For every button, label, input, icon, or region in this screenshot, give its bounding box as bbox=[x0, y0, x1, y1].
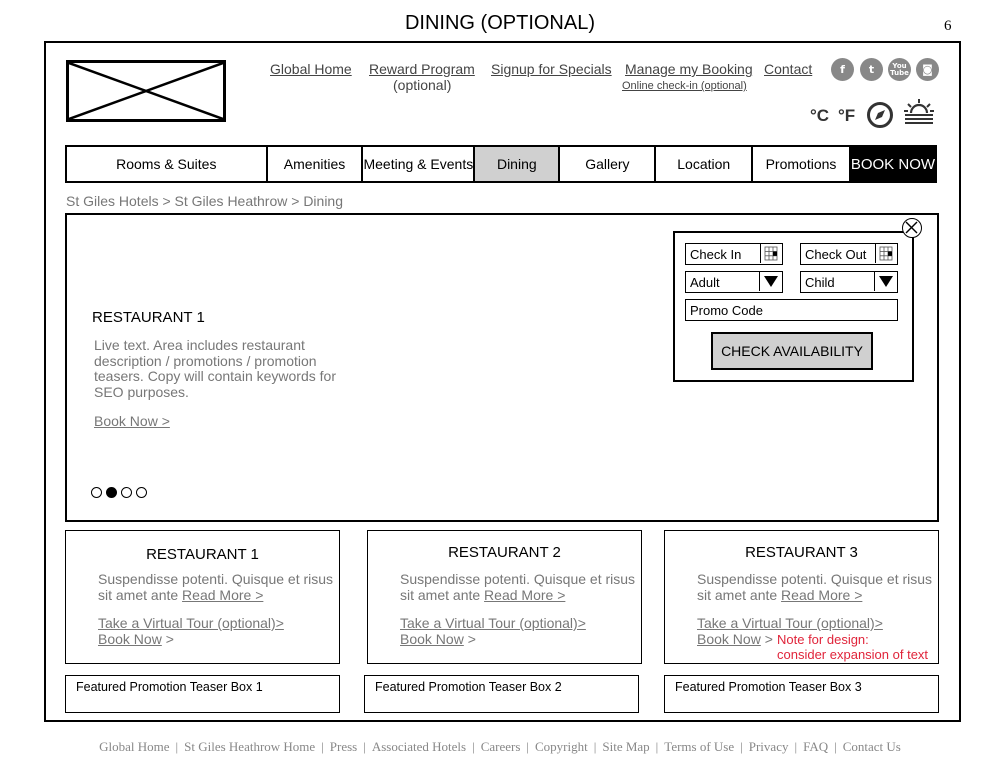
online-checkin-link[interactable]: Online check-in (optional) bbox=[622, 80, 747, 92]
restaurant-body-text: Suspendisse potenti. Quisque et risus sit amet ante bbox=[98, 571, 334, 603]
footer-link[interactable]: Careers bbox=[480, 739, 521, 754]
footer-links: Global Home | St Giles Heathrow Home | Press | Associated Hotels | Careers | Copyright | Site Map | Terms of Use | Privacy | FAQ | Contact Us bbox=[99, 739, 901, 754]
dropdown-arrow-icon[interactable] bbox=[874, 272, 897, 291]
footer-link[interactable]: Terms of Use bbox=[664, 739, 735, 754]
dropdown-arrow-icon[interactable] bbox=[759, 272, 782, 291]
check-in-field[interactable] bbox=[685, 243, 783, 265]
restaurant-links bbox=[400, 616, 586, 647]
check-availability-button[interactable]: CHECK AVAILABILITY bbox=[711, 332, 873, 370]
footer-link[interactable]: Press bbox=[329, 739, 358, 754]
promo-code-input[interactable] bbox=[685, 299, 898, 321]
restaurant-title: RESTAURANT 3 bbox=[745, 544, 858, 561]
nav-dining[interactable]: Dining bbox=[475, 147, 560, 181]
carousel-dot[interactable] bbox=[136, 487, 147, 498]
book-now-arrow: > bbox=[463, 630, 476, 647]
restaurant-body-text: Suspendisse potenti. Quisque et risus sit amet ante bbox=[697, 571, 933, 603]
promo-teaser-box-3[interactable]: Featured Promotion Teaser Box 3 bbox=[664, 675, 939, 713]
nav-rooms-suites[interactable]: Rooms & Suites bbox=[67, 147, 268, 181]
read-more-link[interactable]: Read More > bbox=[182, 586, 264, 603]
restaurant-links bbox=[98, 616, 284, 647]
footer-link[interactable]: Global Home bbox=[99, 739, 170, 754]
contact-link[interactable]: Contact bbox=[764, 61, 813, 77]
main-nav bbox=[65, 145, 937, 183]
adult-label: Adult bbox=[690, 274, 720, 290]
tumblr-icon[interactable]: t bbox=[860, 58, 883, 81]
read-more-link[interactable]: Read More > bbox=[781, 586, 863, 603]
footer-link[interactable]: Privacy bbox=[748, 739, 789, 754]
virtual-tour-link[interactable]: Take a Virtual Tour (optional)> bbox=[400, 615, 586, 631]
read-more-link[interactable]: Read More > bbox=[484, 586, 566, 603]
reward-program-link[interactable]: Reward Program bbox=[369, 61, 475, 77]
child-select[interactable] bbox=[800, 271, 898, 293]
footer-link[interactable]: Contact Us bbox=[842, 739, 901, 754]
book-now-link[interactable]: Book Now bbox=[697, 630, 761, 647]
reward-optional-note: (optional) bbox=[393, 77, 452, 93]
hero-title: RESTAURANT 1 bbox=[92, 309, 205, 326]
nav-promotions[interactable]: Promotions bbox=[753, 147, 851, 181]
restaurant-description bbox=[400, 572, 640, 603]
carousel-dot[interactable] bbox=[121, 487, 132, 498]
design-note-line: Note for design: bbox=[777, 632, 869, 647]
virtual-tour-link[interactable]: Take a Virtual Tour (optional)> bbox=[697, 615, 883, 631]
child-label: Child bbox=[805, 274, 835, 290]
page-title: DINING (OPTIONAL) bbox=[404, 12, 595, 34]
youtube-icon[interactable]: You Tube bbox=[888, 58, 911, 81]
restaurant-title: RESTAURANT 2 bbox=[448, 544, 561, 561]
carousel-dot[interactable] bbox=[91, 487, 102, 498]
close-icon[interactable] bbox=[902, 218, 922, 238]
check-out-label: Check Out bbox=[805, 246, 867, 262]
fahrenheit-toggle[interactable]: °F bbox=[838, 106, 856, 125]
page-number: 6 bbox=[944, 18, 952, 34]
design-note bbox=[777, 632, 928, 662]
breadcrumb: St Giles Hotels > St Giles Heathrow > Dining bbox=[66, 193, 344, 209]
global-home-link[interactable]: Global Home bbox=[270, 61, 352, 77]
signup-specials-link[interactable]: Signup for Specials bbox=[491, 61, 612, 77]
hero-description: Live text. Area includes restaurant description / promotions / promotion teasers. Copy will contain keywords for SEO purposes. bbox=[94, 337, 336, 400]
instagram-icon[interactable]: ◙ bbox=[916, 58, 939, 81]
image-placeholder-icon bbox=[69, 63, 223, 119]
footer-link[interactable]: Site Map bbox=[602, 739, 650, 754]
compass-icon[interactable] bbox=[866, 101, 894, 129]
footer-link[interactable]: Copyright bbox=[535, 739, 588, 754]
calendar-icon[interactable] bbox=[875, 244, 897, 263]
promo-code-placeholder: Promo Code bbox=[690, 302, 763, 318]
hero-book-now-link[interactable]: Book Now > bbox=[94, 413, 170, 429]
check-out-field[interactable] bbox=[800, 243, 898, 265]
restaurant-body-text: Suspendisse potenti. Quisque et risus sit amet ante bbox=[400, 571, 636, 603]
promo-teaser-box-1[interactable]: Featured Promotion Teaser Box 1 bbox=[65, 675, 340, 713]
book-now-link[interactable]: Book Now bbox=[98, 630, 162, 647]
calendar-icon[interactable] bbox=[760, 244, 782, 263]
weather-sun-icon bbox=[903, 97, 935, 127]
celsius-toggle[interactable]: °C bbox=[810, 106, 830, 125]
adult-select[interactable] bbox=[685, 271, 783, 293]
restaurant-card-2 bbox=[367, 530, 642, 664]
check-in-label: Check In bbox=[690, 246, 742, 262]
nav-gallery[interactable]: Gallery bbox=[560, 147, 656, 181]
book-now-arrow: > bbox=[760, 630, 773, 647]
footer-link[interactable]: Associated Hotels bbox=[371, 739, 467, 754]
facebook-icon[interactable]: f bbox=[831, 58, 854, 81]
footer-link[interactable]: St Giles Heathrow Home bbox=[184, 739, 316, 754]
design-note-line: consider expansion of text bbox=[777, 647, 929, 662]
restaurant-description bbox=[98, 572, 338, 603]
manage-booking-link[interactable]: Manage my Booking bbox=[625, 61, 753, 77]
nav-book-now[interactable]: BOOK NOW bbox=[851, 147, 935, 181]
logo-placeholder[interactable] bbox=[66, 60, 226, 122]
carousel-dot-active[interactable] bbox=[106, 487, 117, 498]
restaurant-description bbox=[697, 572, 937, 603]
restaurant-title: RESTAURANT 1 bbox=[146, 546, 259, 563]
promo-teaser-box-2[interactable]: Featured Promotion Teaser Box 2 bbox=[364, 675, 639, 713]
nav-amenities[interactable]: Amenities bbox=[268, 147, 364, 181]
carousel-dots bbox=[91, 487, 147, 498]
virtual-tour-link[interactable]: Take a Virtual Tour (optional)> bbox=[98, 615, 284, 631]
nav-meeting-events[interactable]: Meeting & Events bbox=[363, 147, 475, 181]
book-now-link[interactable]: Book Now bbox=[400, 630, 464, 647]
footer-link[interactable]: FAQ bbox=[803, 739, 829, 754]
restaurant-card-1 bbox=[65, 530, 340, 664]
nav-location[interactable]: Location bbox=[656, 147, 753, 181]
book-now-arrow: > bbox=[161, 630, 174, 647]
